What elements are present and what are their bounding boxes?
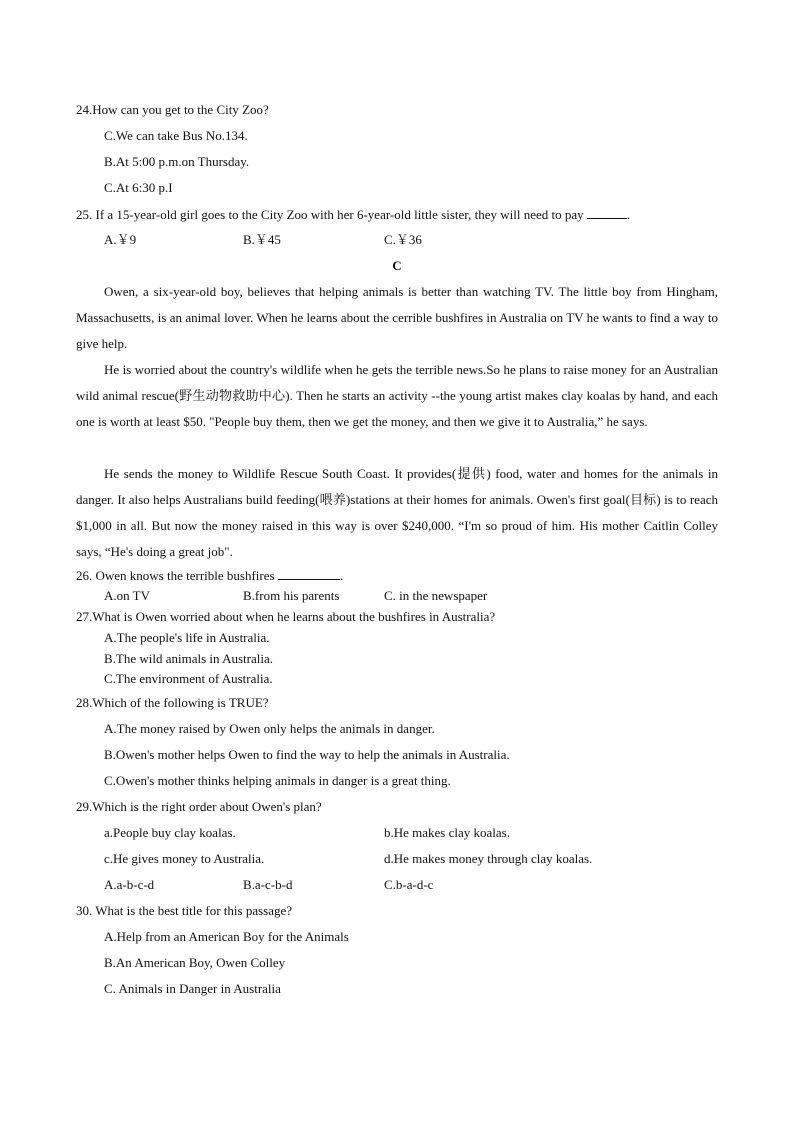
- section-heading: C: [392, 258, 402, 273]
- question-30-option-c: C. Animals in Danger in Australia: [104, 981, 281, 996]
- question-29-step-c: c.He gives money to Australia.: [104, 851, 265, 866]
- question-25-option-b: B.￥45: [243, 232, 281, 247]
- question-29-step-d: d.He makes money through clay koalas.: [384, 851, 593, 866]
- answer-blank: [278, 567, 340, 580]
- question-30-option-a: A.Help from an American Boy for the Animals: [104, 929, 349, 944]
- question-29-option-b: B.a-c-b-d: [243, 877, 293, 892]
- question-26-option-b: B.from his parents: [243, 588, 340, 603]
- question-26-option-a: A.on TV: [104, 588, 150, 603]
- passage-paragraph-3: He sends the money to Wildlife Rescue South Coast. It provides(提供) food, water and homes for the animals in danger. It also helps Australians build feeding(喂养)stations at their homes for animals. Owen's first goal(目标) is to reach $1,000 in all. But now the money raised in this way is over $240,000. “I'm so proud of him. His mother Caitlin Colley says, “He's doing a great job".: [76, 466, 718, 559]
- question-26-option-c: C. in the newspaper: [384, 588, 488, 603]
- question-28-stem: 28.Which of the following is TRUE?: [76, 695, 269, 710]
- question-26: [76, 567, 343, 584]
- question-26-stem: 26. Owen knows the terrible bushfires: [76, 568, 275, 583]
- question-24-option-1: C.We can take Bus No.134.: [104, 128, 248, 143]
- question-29-option-c: C.b-a-d-c: [384, 877, 434, 892]
- question-29-step-b: b.He makes clay koalas.: [384, 825, 510, 840]
- question-28-option-c: C.Owen's mother thinks helping animals in danger is a great thing.: [104, 773, 451, 788]
- question-25-option-a: A.￥9: [104, 232, 137, 247]
- question-26-stem-end: .: [339, 568, 344, 583]
- question-27-option-a: A.The people's life in Australia.: [104, 630, 270, 645]
- question-27-option-c: C.The environment of Australia.: [104, 671, 273, 686]
- question-29-stem: 29.Which is the right order about Owen's plan?: [76, 799, 322, 814]
- question-25: [76, 206, 630, 223]
- question-25-option-c: C.￥36: [384, 232, 422, 247]
- question-24-stem: 24.How can you get to the City Zoo?: [76, 102, 269, 117]
- answer-blank: [587, 206, 627, 219]
- question-28-option-b: B.Owen's mother helps Owen to find the way to help the animals in Australia.: [104, 747, 510, 762]
- question-28-option-a: A.The money raised by Owen only helps the animals in danger.: [104, 721, 435, 736]
- question-27-option-b: B.The wild animals in Australia.: [104, 651, 273, 666]
- passage-paragraph-2: He is worried about the country's wildlife when he gets the terrible news.So he plans to raise money for an Australian wild animal rescue(野生动物救助中心). Then he starts an activity --the young artist makes clay koalas by hand, and each one is worth at least $50. "People buy them, then we get the money, and then we give it to Australia,” he says.: [76, 362, 718, 429]
- passage-paragraph-1: Owen, a six-year-old boy, believes that helping animals is better than watching TV. The little boy from Hingham, Massachusetts, is an animal lover. When he learns about the cerrible bushfires in Australia on TV he wants to find a way to give help.: [76, 284, 718, 351]
- question-27-stem: 27.What is Owen worried about when he learns about the bushfires in Australia?: [76, 609, 496, 624]
- question-24-option-2: B.At 5:00 p.m.on Thursday.: [104, 154, 250, 169]
- question-24-option-3: C.At 6:30 p.I: [104, 180, 173, 195]
- question-29-option-a: A.a-b-c-d: [104, 877, 155, 892]
- question-25-stem-end: .: [626, 207, 631, 222]
- question-30-option-b: B.An American Boy, Owen Colley: [104, 955, 286, 970]
- question-29-step-a: a.People buy clay koalas.: [104, 825, 236, 840]
- question-25-stem: 25. If a 15-year-old girl goes to the City Zoo with her 6-year-old little sister, they will need to pay: [76, 207, 584, 222]
- question-30-stem: 30. What is the best title for this passage?: [76, 903, 293, 918]
